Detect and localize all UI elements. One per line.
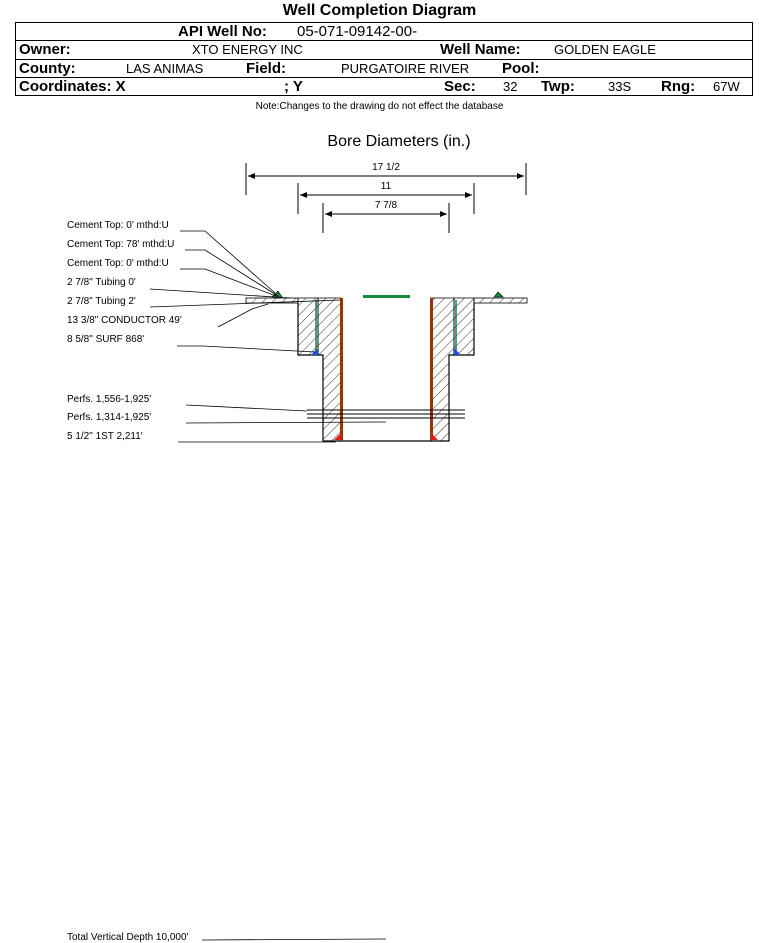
label-perfs-2: Perfs. 1,314-1,925'	[67, 412, 152, 423]
tubing-left	[340, 298, 343, 440]
tubing-top-marker	[363, 295, 410, 298]
total-depth-line	[202, 939, 386, 940]
coord-y-label: ; Y	[284, 78, 303, 95]
rng-label: Rng:	[661, 78, 696, 95]
tubing-right	[430, 298, 433, 440]
label-production-casing: 5 1/2" 1ST 2,211'	[67, 431, 143, 442]
sec-label: Sec:	[444, 78, 476, 95]
county-label: County:	[19, 60, 76, 77]
sec-value: 32	[503, 79, 518, 94]
well-name-label: Well Name:	[440, 41, 521, 58]
label-cement-top-3: Cement Top: 0' mthd:U	[67, 258, 169, 269]
label-conductor: 13 3/8" CONDUCTOR 49'	[67, 315, 182, 326]
field-value: PURGATOIRE RIVER	[341, 61, 470, 76]
database-note: Note:Changes to the drawing do not effect the database	[255, 101, 504, 112]
rng-value: 67W	[713, 79, 740, 94]
pool-label: Pool:	[502, 60, 540, 77]
label-tubing-2: 2 7/8" Tubing 2'	[67, 296, 136, 307]
leader-labels	[67, 220, 182, 442]
twp-value: 33S	[608, 79, 632, 94]
bore-dimension-7-7-8	[323, 200, 449, 233]
surface-casing-cement-right	[454, 298, 474, 355]
cement-top-marker-right	[494, 292, 503, 297]
label-surface-casing: 8 5/8" SURF 868'	[67, 334, 145, 345]
owner-value: XTO ENERGY INC	[192, 42, 303, 57]
production-cement-right	[431, 298, 454, 441]
bore-dim-label: 11	[380, 181, 392, 192]
well-name-value: GOLDEN EAGLE	[554, 42, 656, 57]
surface-casing-cement-left	[298, 298, 318, 355]
field-label: Field:	[246, 60, 286, 77]
label-perfs-1: Perfs. 1,556-1,925'	[67, 394, 152, 405]
owner-label: Owner:	[19, 41, 71, 58]
surface-cement-right	[474, 298, 527, 303]
bore-dim-label: 17 1/2	[372, 162, 400, 173]
api-value: 05-071-09142-00-	[297, 23, 418, 40]
coord-x-label: Coordinates: X	[19, 78, 126, 95]
bore-dim-label: 7 7/8	[374, 200, 398, 211]
county-value: LAS ANIMAS	[126, 61, 204, 76]
api-label: API Well No:	[178, 23, 267, 40]
label-tubing-1: 2 7/8" Tubing 0'	[67, 277, 136, 288]
label-cement-top-2: Cement Top: 78' mthd:U	[67, 239, 175, 250]
twp-label: Twp:	[541, 78, 575, 95]
label-cement-top-1: Cement Top: 0' mthd:U	[67, 220, 169, 231]
total-depth-label: Total Vertical Depth 10,000'	[67, 932, 189, 943]
page-title: Well Completion Diagram	[282, 2, 477, 19]
production-cement-left	[318, 298, 341, 441]
bore-diameters-title: Bore Diameters (in.)	[327, 133, 471, 150]
